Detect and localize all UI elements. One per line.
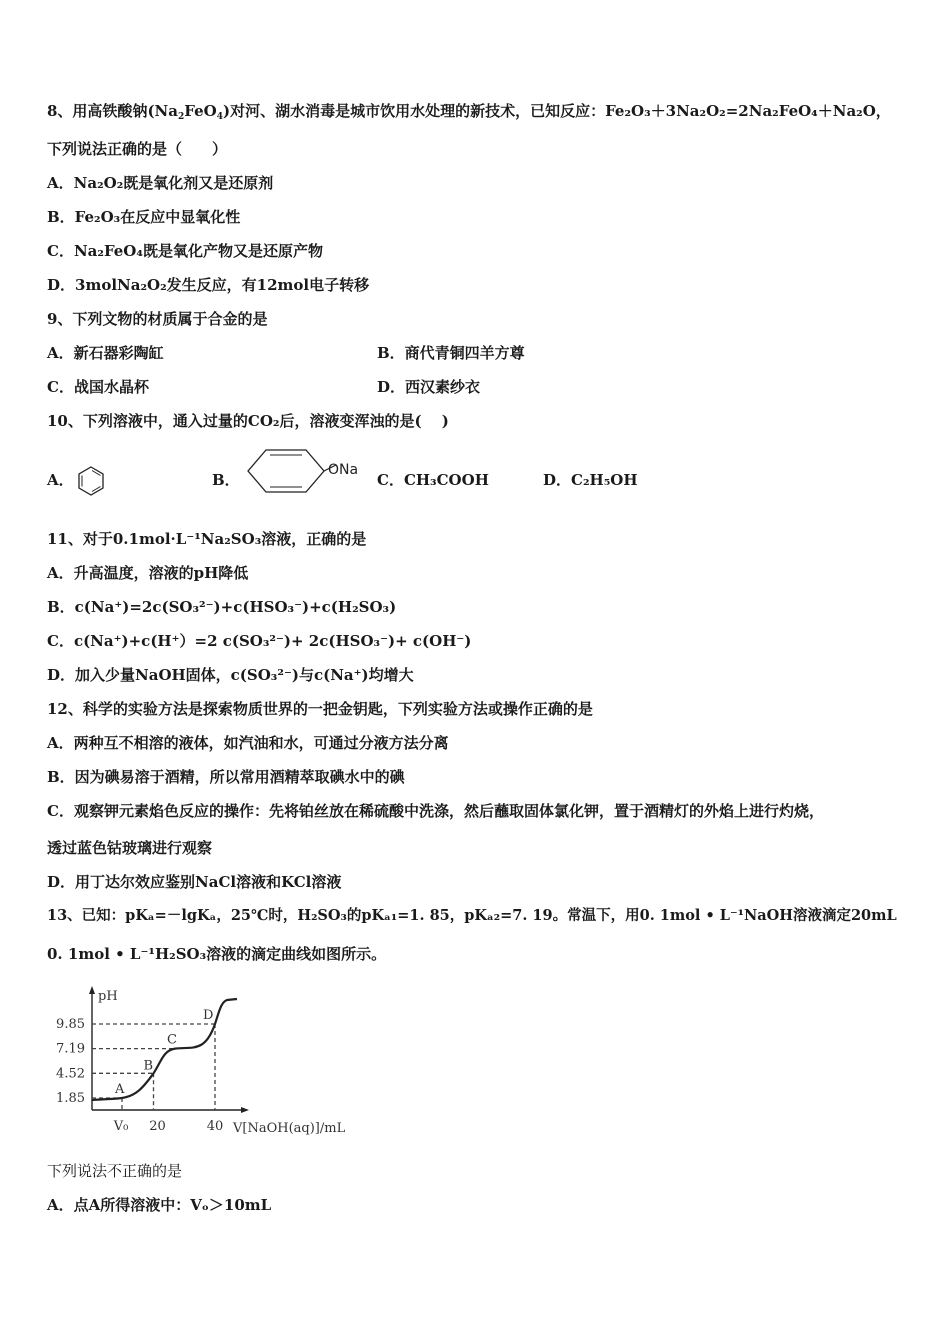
point-label-c: C bbox=[167, 1032, 177, 1048]
q8-stem-part: Na bbox=[154, 102, 178, 120]
chart-curve bbox=[92, 999, 237, 1100]
point-label-a: A bbox=[115, 1082, 125, 1097]
q8-stem: 8、用高铁酸钠$(Na_2FeO_4)$对河、湖水消毒是城市饮用水处理的新技术，已知反应：Fe₂O₃＋3Na₂O₂=2Na₂FeO₄＋Na₂O， bbox=[47, 102, 891, 122]
chart-guides bbox=[92, 1024, 215, 1110]
y-tick-label: 4.52 bbox=[56, 1066, 85, 1082]
y-tick-label: 7.19 bbox=[56, 1041, 85, 1057]
q8-stem-part: FeO bbox=[184, 102, 217, 120]
q12-option-a: A．两种互不相溶的液体，如汽油和水，可通过分液方法分离 bbox=[47, 734, 449, 752]
q8-stem-line2: 下列说法正确的是（ ） bbox=[47, 140, 228, 158]
q8-stem-part: )对河、湖水消毒是城市饮用水处理的新技术，已知反应： bbox=[222, 102, 606, 120]
q11-option-d: D．加入少量NaOH固体，c(SO₃²⁻)与c(Na⁺)均增大 bbox=[47, 666, 414, 684]
q9-option-c: C．战国水晶杯 bbox=[47, 378, 149, 396]
benzene-structure-icon bbox=[75, 465, 107, 497]
x-axis-arrow bbox=[241, 1107, 249, 1113]
q12-option-c-cont: 透过蓝色钴玻璃进行观察 bbox=[47, 839, 213, 857]
q9-option-d: D．西汉素纱衣 bbox=[377, 378, 481, 396]
q10-option-d: D．C₂H₅OH bbox=[543, 471, 638, 489]
y-axis-arrow bbox=[89, 986, 95, 994]
q12-option-b: B．因为碘易溶于酒精，所以常用酒精萃取碘水中的碘 bbox=[47, 768, 405, 786]
q8-option-c: C．Na₂FeO₄既是氧化产物又是还原产物 bbox=[47, 242, 323, 260]
q12-option-c: C．观察钾元素焰色反应的操作：先将铂丝放在稀硫酸中洗涤，然后蘸取固体氯化钾，置于酒精灯的外焰上进行灼烧， bbox=[47, 802, 824, 820]
q13-after-chart: 下列说法不正确的是 bbox=[47, 1162, 183, 1180]
y-tick-label: 9.85 bbox=[56, 1017, 85, 1032]
q11-stem: 11、对于0.1mol·L⁻¹Na₂SO₃溶液，正确的是 bbox=[47, 530, 367, 548]
point-label-b: B bbox=[143, 1058, 154, 1074]
x-tick-label: V₀ bbox=[113, 1119, 129, 1134]
x-tick-label: 40 bbox=[206, 1119, 224, 1134]
y-tick-label: 1.85 bbox=[56, 1091, 85, 1106]
q8-option-d: D．3molNa₂O₂发生反应，有12mol电子转移 bbox=[47, 276, 370, 294]
q13-option-a: A．点A所得溶液中：Vₒ＞10mL bbox=[47, 1196, 272, 1214]
onabel: ONa bbox=[328, 462, 359, 478]
q11-option-c: C．c(Na⁺)+c(H⁺）=2 c(SO₃²⁻)+ 2c(HSO₃⁻)+ c(OH⁻) bbox=[47, 632, 472, 650]
q10-option-b-label: B． bbox=[212, 471, 240, 489]
q10-option-c: C．CH₃COOH bbox=[377, 471, 489, 489]
q11-option-b: B．c(Na⁺)=2c(SO₃²⁻)+c(HSO₃⁻)+c(H₂SO₃) bbox=[47, 598, 397, 616]
q12-option-d: D．用丁达尔效应鉴别NaCl溶液和KCl溶液 bbox=[47, 873, 342, 891]
q9-option-a: A．新石器彩陶缸 bbox=[47, 344, 164, 362]
q11-option-a: A．升高温度，溶液的pH降低 bbox=[47, 564, 249, 582]
titration-curve-chart bbox=[45, 982, 365, 1138]
x-axis-label: V[NaOH(aq)]/mL bbox=[233, 1121, 346, 1136]
q8-equation: Fe₂O₃＋3Na₂O₂=2Na₂FeO₄＋Na₂O， bbox=[605, 102, 891, 120]
x-tick-label: 20 bbox=[149, 1119, 166, 1134]
sodium-phenoxide-structure-icon bbox=[244, 447, 370, 497]
q8-stem-part: 8、用高铁酸钠( bbox=[47, 102, 155, 120]
q8-option-b: B．Fe₂O₃在反应中显氧化性 bbox=[47, 208, 241, 226]
q10-stem: 10、下列溶液中，通入过量的CO₂后，溶液变浑浊的是( ) bbox=[47, 412, 449, 430]
q10-option-a bbox=[47, 470, 74, 490]
q13-stem-line2: 0. 1mol • L⁻¹H₂SO₃溶液的滴定曲线如图所示。 bbox=[47, 945, 387, 963]
chart-labels bbox=[56, 989, 346, 1136]
q12-stem: 12、科学的实验方法是探索物质世界的一把金钥匙，下列实验方法或操作正确的是 bbox=[47, 700, 593, 718]
q13-stem-line1: 13、已知：pKₐ=－lgKₐ，25℃时，H₂SO₃的pKₐ₁=1. 85，pKₐ₂=7. 19。常温下，用0. 1mol • L⁻¹NaOH溶液滴定20mL bbox=[47, 907, 897, 924]
titration-curve bbox=[92, 999, 237, 1100]
q9-stem: 9、下列文物的材质属于合金的是 bbox=[47, 310, 268, 328]
q10-option-a-label: A． bbox=[47, 471, 74, 489]
q10-option-b bbox=[212, 470, 240, 490]
y-axis-label: pH bbox=[98, 989, 118, 1004]
point-label-d: D bbox=[203, 1008, 214, 1023]
q8-option-a: A．Na₂O₂既是氧化剂又是还原剂 bbox=[47, 174, 274, 192]
q9-option-b: B．商代青铜四羊方尊 bbox=[377, 344, 525, 362]
